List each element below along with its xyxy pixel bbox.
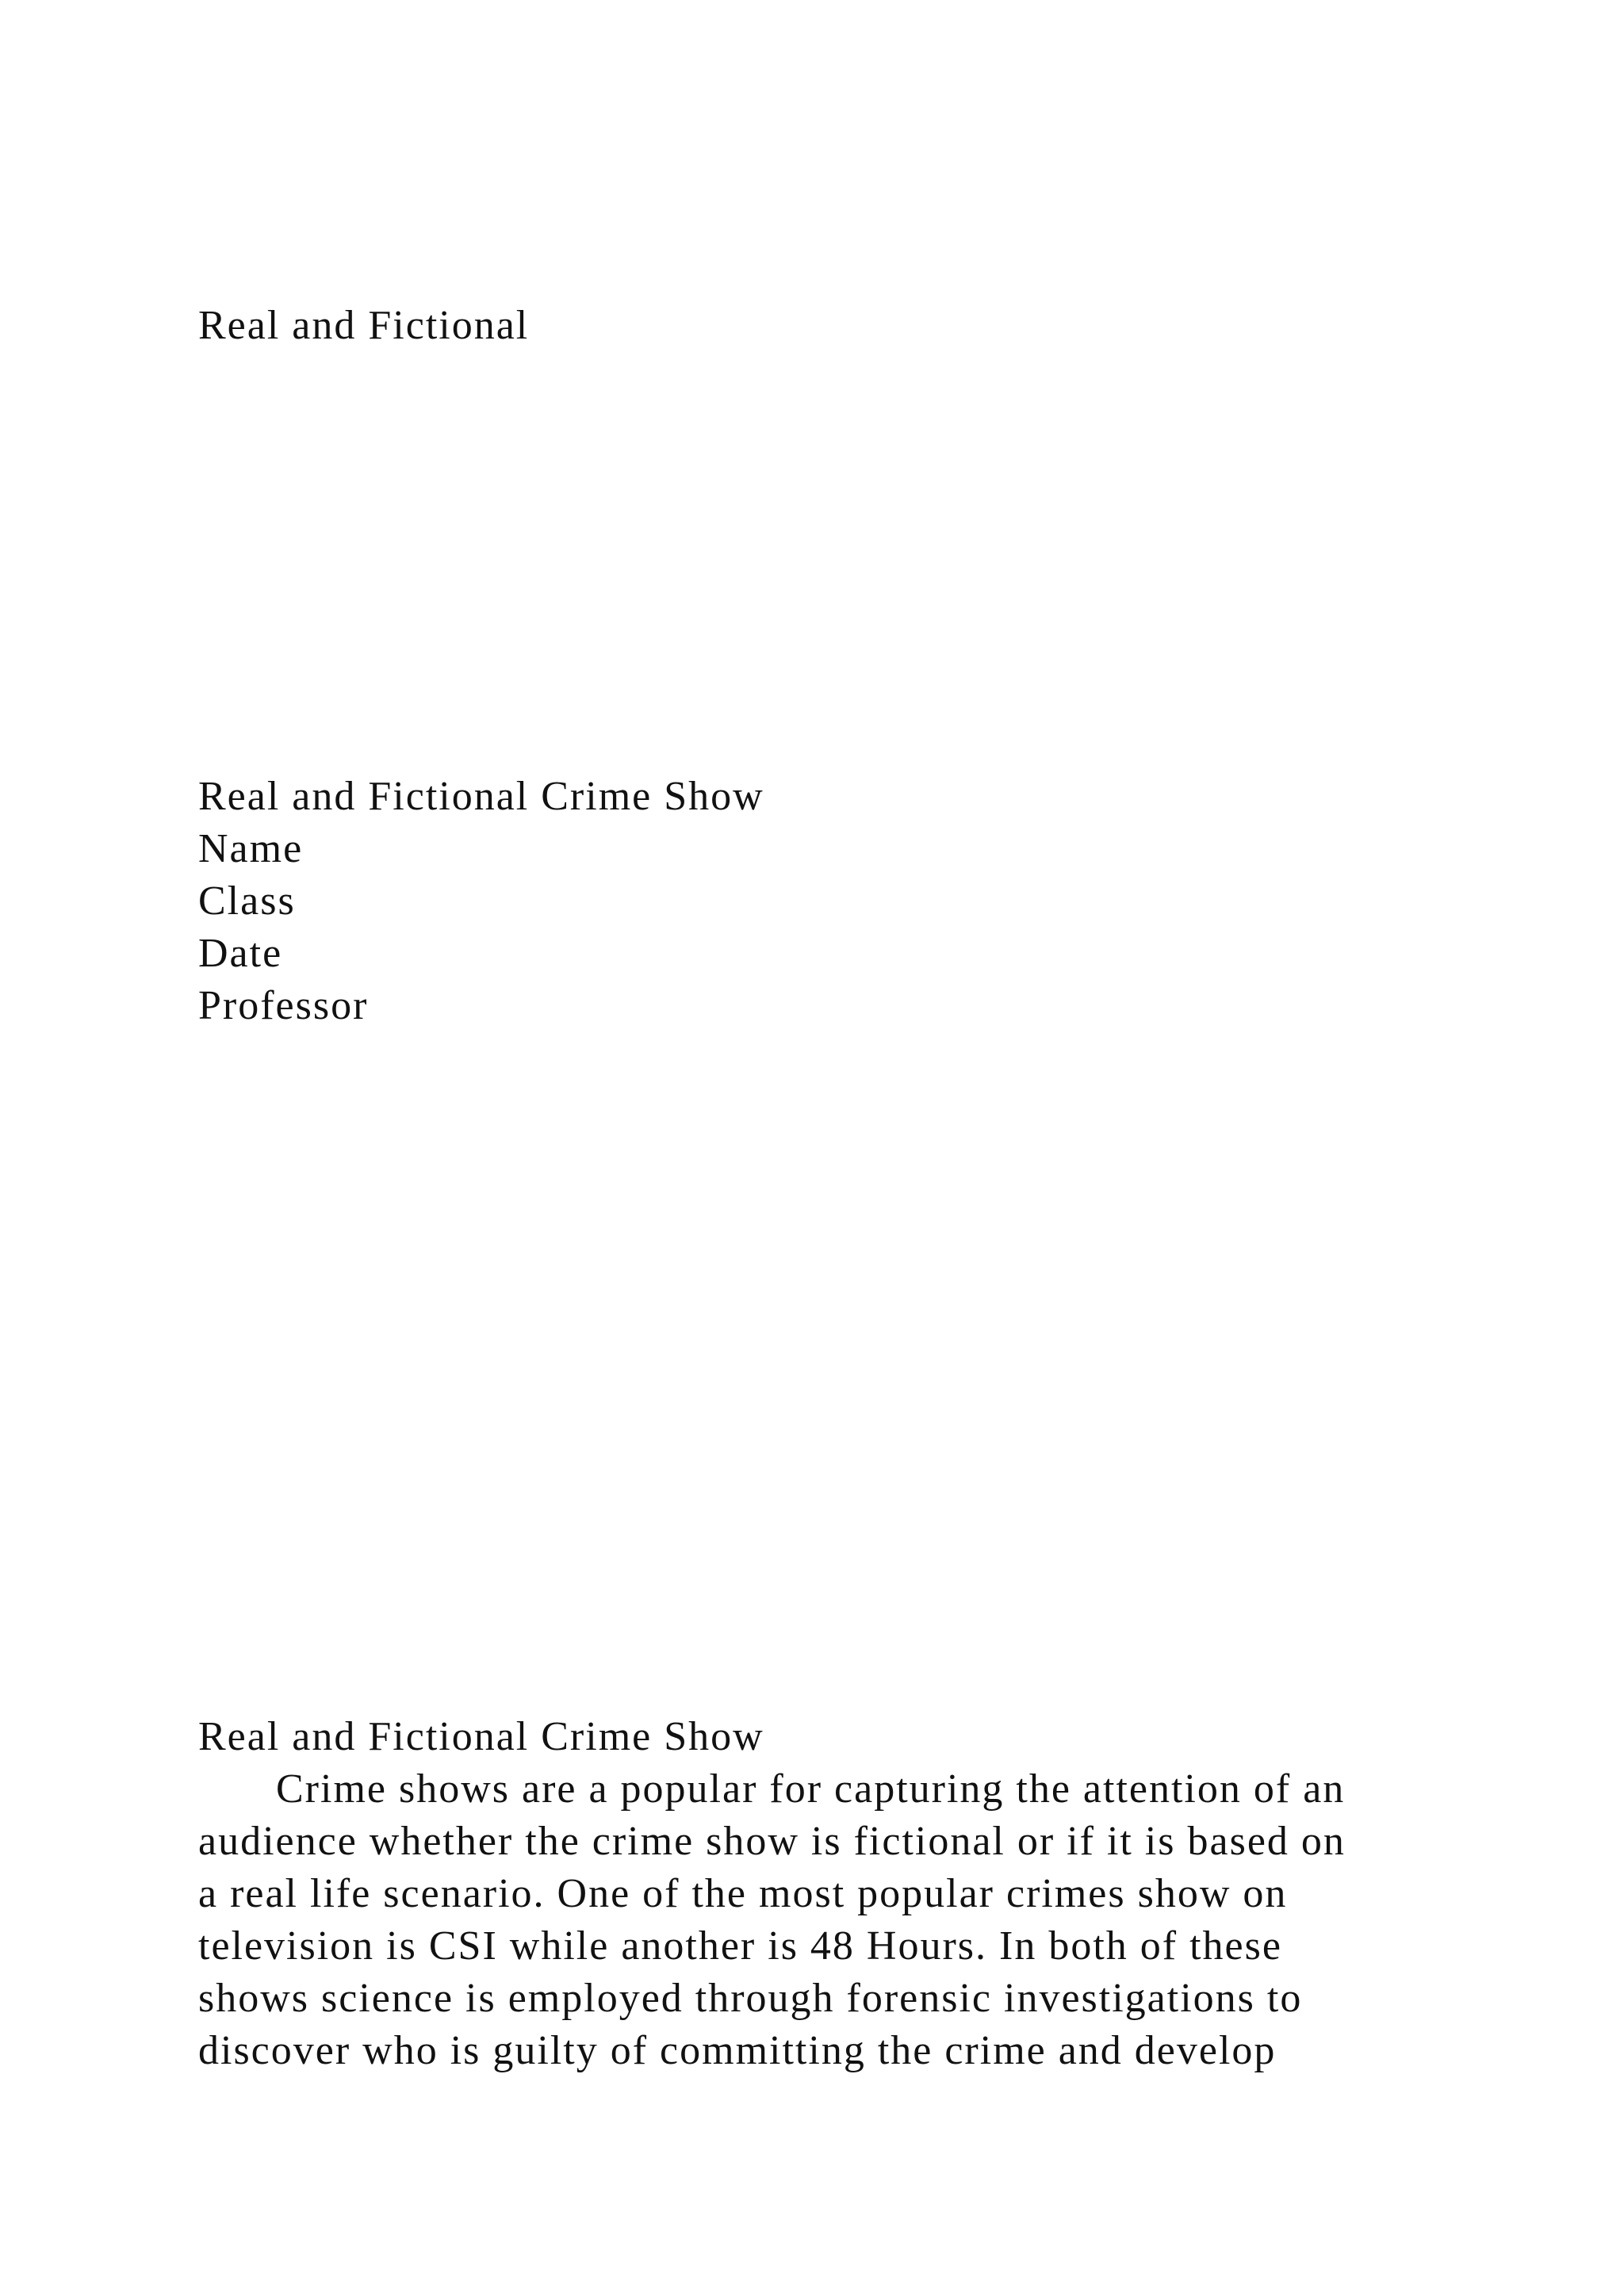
body-line: Crime shows are a popular for capturing the attention of an (276, 1766, 1346, 1812)
body-section (198, 1711, 1346, 2077)
body-line: discover who is guilty of committing the crime and develop (198, 2028, 1277, 2073)
body-line: a real life scenario. One of the most popular crimes show on (198, 1871, 1288, 1916)
body-heading: Real and Fictional Crime Show (198, 1714, 764, 1759)
cover-professor: Professor (198, 983, 369, 1028)
running-head-text: Real and Fictional (198, 303, 530, 348)
body-line: television is CSI while another is 48 Hours. In both of these (198, 1923, 1282, 1969)
cover-title: Real and Fictional Crime Show (198, 774, 764, 819)
title-page-block (198, 771, 764, 1032)
running-head (198, 300, 529, 352)
body-line: audience whether the crime show is fictional or if it is based on (198, 1819, 1346, 1864)
cover-class: Class (198, 878, 296, 924)
cover-name: Name (198, 826, 304, 871)
cover-date: Date (198, 931, 283, 976)
body-line: shows science is employed through forensic investigations to (198, 1976, 1303, 2021)
